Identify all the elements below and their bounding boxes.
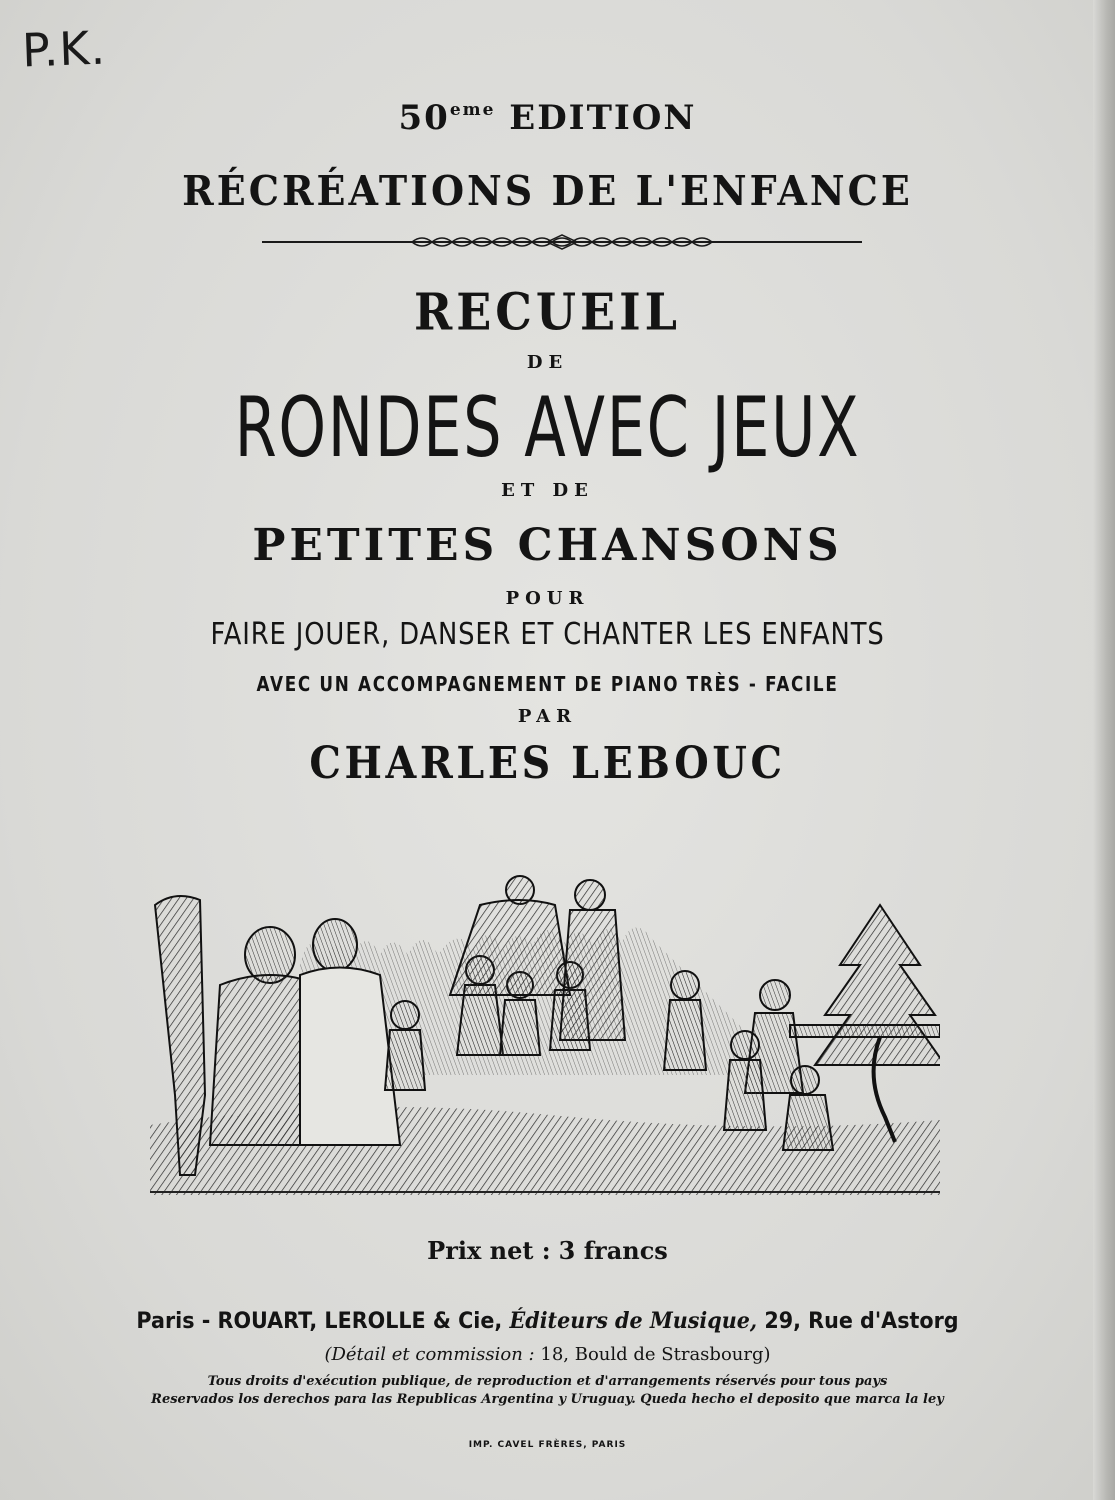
price-line: [0, 1236, 1095, 1265]
edition-suffix: eme: [449, 100, 496, 120]
title-et-de: ET DE: [501, 480, 594, 501]
purpose-line: FAIRE JOUER, DANSER ET CHANTER LES ENFANTS: [210, 617, 885, 652]
author-name: CHARLES LEBOUC: [309, 738, 786, 789]
publisher-name: Paris - ROUART, LEROLLE & Cie,: [136, 1309, 503, 1334]
price-value: 3 francs: [558, 1236, 668, 1265]
handwritten-note: P.K.: [21, 20, 107, 78]
publisher-role: Éditeurs de Musique,: [509, 1308, 758, 1334]
detail-line: [0, 1344, 1095, 1365]
edition-label: EDITION: [509, 98, 697, 138]
main-title: RONDES AVEC JEUX: [234, 379, 861, 477]
accompaniment-line: AVEC UN ACCOMPAGNEMENT DE PIANO TRÈS - FACILE: [256, 672, 839, 696]
decorative-rule: [262, 230, 862, 254]
detail-label: (Détail et commission :: [324, 1344, 535, 1365]
price-label: Prix net :: [427, 1236, 551, 1265]
par-label: PAR: [517, 706, 578, 727]
title-pour: POUR: [505, 588, 590, 609]
printer-line: IMP. CAVEL FRÈRES, PARIS: [468, 1440, 627, 1450]
edition-number: 50: [398, 98, 450, 138]
title-recueil: RECUEIL: [414, 282, 681, 342]
title-de: DE: [526, 352, 569, 373]
rights-line-es: Reservados los derechos para las Republicas Argentina y Uruguay. Queda hecho el deposito que marca la ley: [151, 1392, 944, 1407]
detail-address: 18, Bould de Strasbourg): [540, 1344, 771, 1365]
edition-line: [0, 98, 1095, 138]
publisher-line: [33, 1308, 1062, 1334]
series-title: RÉCRÉATIONS DE L'ENFANCE: [182, 166, 913, 215]
secondary-title: PETITES CHANSONS: [252, 520, 843, 571]
publisher-address: 29, Rue d'Astorg: [764, 1309, 959, 1334]
rights-line-fr: Tous droits d'exécution publique, de reproduction et d'arrangements réservés pour tous pays: [207, 1374, 888, 1389]
page-edge-shadow: [1093, 0, 1115, 1500]
engraving-illustration: [150, 845, 940, 1195]
